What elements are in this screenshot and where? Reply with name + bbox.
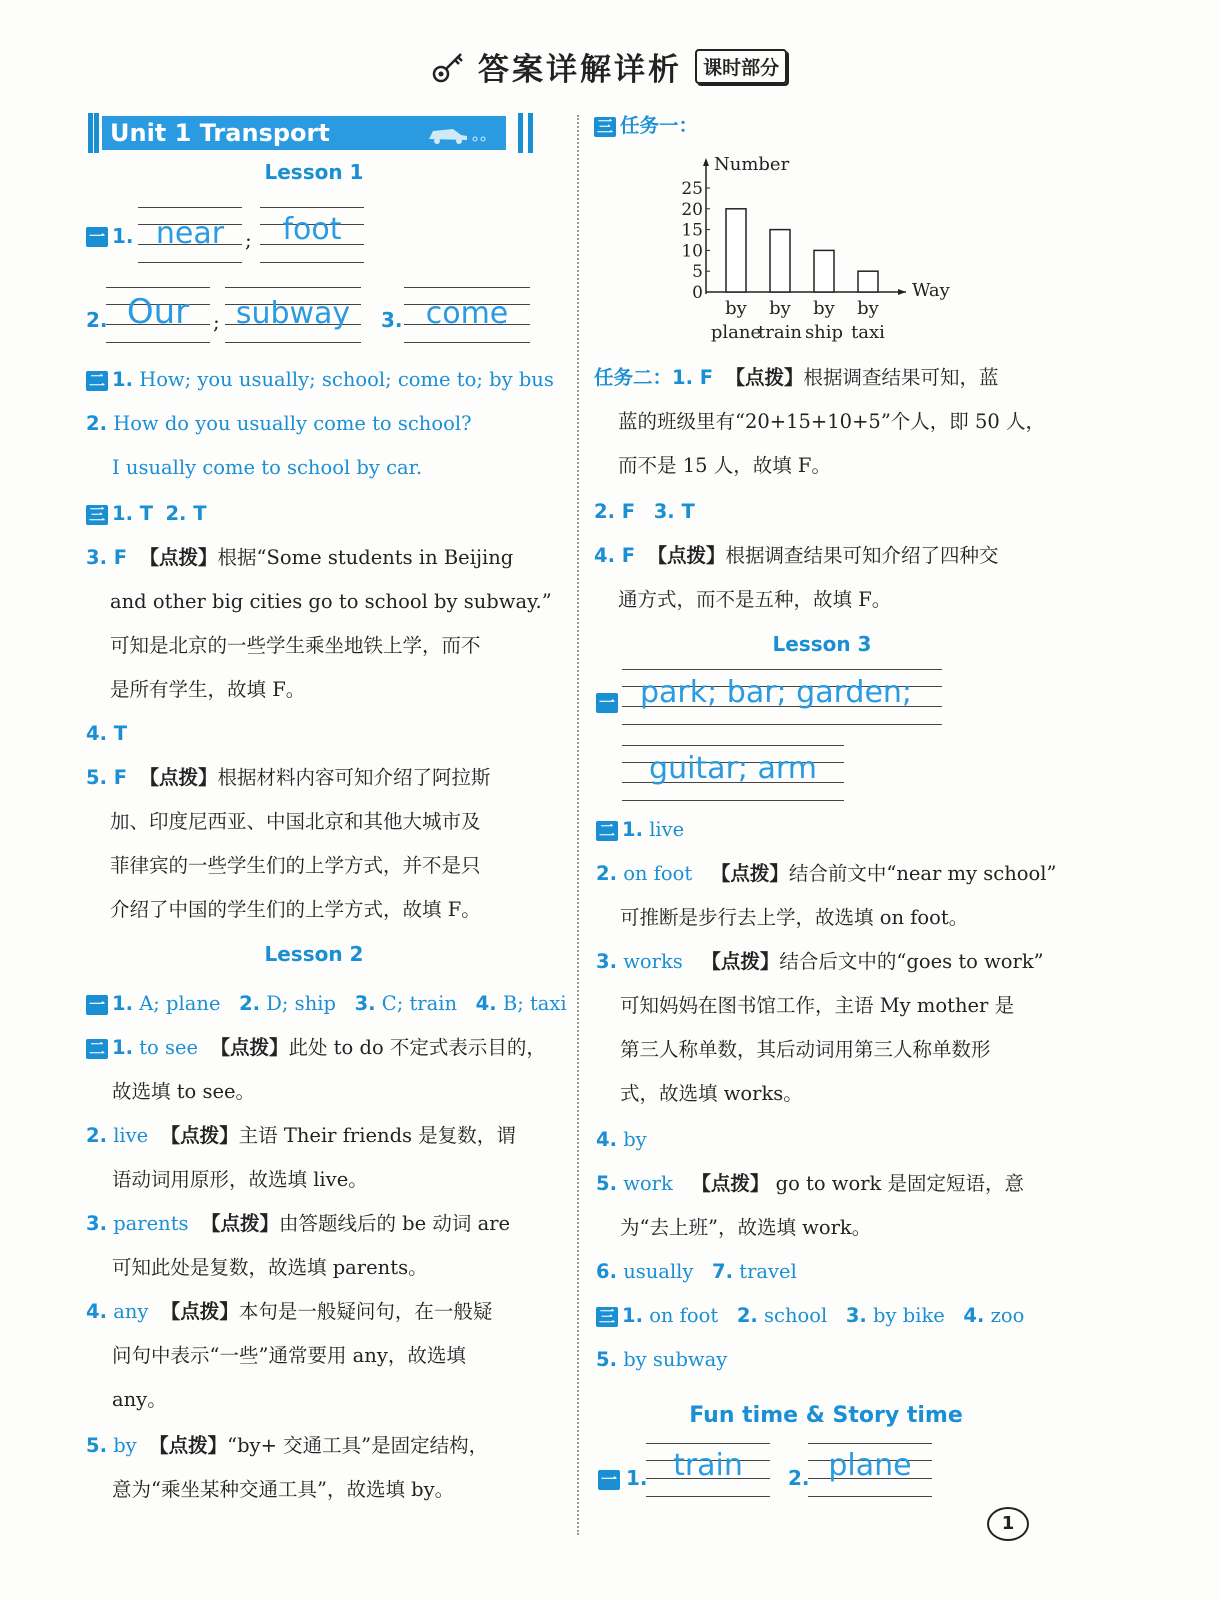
x-tick-label-bottom: ship: [804, 322, 844, 343]
l3-s2-item2-line2: 可推断是步行去上学，故选填 on foot。: [620, 906, 969, 929]
section-mark-1: 一: [86, 227, 108, 247]
separator: ;: [245, 228, 252, 252]
y-tick-label: 25: [681, 179, 703, 199]
l3-s2-item1: 二 1. live: [596, 816, 684, 844]
y-tick-label: 15: [681, 220, 703, 241]
x-tick-label-top: by: [857, 298, 879, 319]
car-icon: [423, 123, 493, 147]
l2-section2-item3: 3. parents 【点拨】由答题线后的 be 动词 are: [86, 1212, 511, 1235]
handwriting-foot: [260, 204, 364, 266]
x-tick-label-top: by: [769, 298, 791, 319]
y-axis-arrow: [703, 158, 709, 166]
bar-by-taxi: [858, 271, 878, 292]
s2-item-2: 2. How do you usually come to school?: [86, 412, 472, 435]
l3-s2-items-6-7: 6. usually 7. travel: [596, 1260, 797, 1283]
fun-item1-number: 1.: [626, 1466, 648, 1490]
hw2-number: 2.: [86, 308, 108, 332]
page-number: 1: [987, 1507, 1029, 1541]
task2-item1-line2: 蓝的班级里有“20+15+10+5”个人，即 50 人，: [618, 410, 1046, 433]
s2-item-2-answer: I usually come to school by car.: [112, 456, 423, 479]
x-axis-label: Way: [912, 280, 950, 301]
y-axis-label: Number: [714, 154, 790, 175]
section-mark-2: 二: [86, 371, 108, 391]
hw-word: train: [673, 1448, 743, 1483]
x-axis-arrow: [898, 289, 906, 295]
s3-item-3-line4: 是所有学生，故填 F。: [110, 678, 306, 701]
page-header: [0, 44, 1218, 89]
l3-s2-item3-line4: 式，故选填 works。: [620, 1082, 803, 1105]
s3-item-3-line2: and other big cities go to school by subway.”: [110, 590, 552, 613]
handwriting-our: [106, 284, 210, 346]
hw-word: foot: [282, 212, 342, 247]
handwriting-subway: [225, 284, 361, 346]
hw-word: park; bar; garden;: [640, 675, 913, 710]
l2-section2-item4: 4. any 【点拨】本句是一般疑问句，在一般疑: [86, 1300, 493, 1323]
bar-by-plane: [726, 209, 746, 292]
bar-by-train: [770, 230, 790, 292]
hw-word: Our: [126, 292, 190, 332]
handwriting-plane: [808, 1440, 932, 1500]
handwriting-come: [404, 284, 530, 346]
page-title: 答案详解详析: [477, 52, 682, 88]
s3-item-4: 4. T: [86, 722, 128, 745]
s3-item-5-line3: 菲律宾的一些学生们的上学方式，并不是只: [110, 854, 481, 877]
fun-item2-number: 2.: [788, 1466, 810, 1490]
hw-word: plane: [828, 1448, 912, 1483]
task2-item4: 4. F 【点拨】根据调查结果可知介绍了四种交: [594, 544, 999, 567]
hw-word: come: [425, 296, 509, 331]
l2-s2-item1-line2: 故选填 to see。: [112, 1080, 256, 1103]
l3-section-mark-1: 一: [596, 693, 618, 713]
separator: ;: [213, 310, 220, 334]
s3-item-5: 5. F 【点拨】根据材料内容可知介绍了阿拉斯: [86, 766, 491, 789]
x-tick-label-top: by: [725, 298, 747, 319]
l3-s3-items: 三 1. on foot 2. school 3. by bike 4. zoo: [596, 1302, 1024, 1330]
l3-s2-item3: 3. works 【点拨】结合后文中的“goes to work”: [596, 950, 1044, 973]
s3-item-3: 3. F 【点拨】根据“Some students in Beijing: [86, 546, 514, 569]
handwriting-near: [138, 204, 242, 266]
l2-section2-item1: 二 1. to see 【点拨】此处 to do 不定式表示目的，: [86, 1034, 546, 1062]
s3-item-5-line2: 加、印度尼西亚、中国北京和其他大城市及: [110, 810, 481, 833]
l2-section2-item2: 2. live 【点拨】主语 Their friends 是复数，谓: [86, 1124, 516, 1147]
hw-word: subway: [235, 296, 351, 331]
fun-time-heading: Fun time & Story time: [689, 1403, 963, 1428]
guitar-key-icon: [431, 50, 467, 84]
bar-chart-svg: [680, 150, 980, 350]
l2-s2-item3-line2: 可知此处是复数，故选填 parents。: [112, 1256, 428, 1279]
handwriting-train: [646, 1440, 770, 1500]
l3-s3-item5: 5. by subway: [596, 1348, 728, 1371]
task2-item1: 任务二：1. F 【点拨】根据调查结果可知，蓝: [594, 366, 999, 389]
section-mark-3: 三: [86, 505, 108, 525]
l3-s2-item3-line3: 第三人称单数，其后动词用第三人称单数形: [620, 1038, 991, 1061]
hw-word: near: [155, 216, 225, 251]
lesson1-heading: Lesson 1: [264, 160, 364, 184]
y-tick-label: 5: [692, 262, 703, 283]
hw3-number: 3.: [381, 308, 403, 332]
l2-s2-item4-line3: any。: [112, 1388, 167, 1411]
x-tick-label-top: by: [813, 298, 835, 319]
bar-chart: [680, 150, 980, 350]
x-tick-label-bottom: train: [758, 322, 802, 343]
lesson2-heading: Lesson 2: [264, 942, 364, 966]
s3-items-1-2: 三 1. T 2. T: [86, 500, 207, 528]
s3-item-3-line3: 可知是北京的一些学生乘坐地铁上学，而不: [110, 634, 481, 657]
l3-s2-item2: 2. on foot 【点拨】结合前文中“near my school”: [596, 862, 1057, 885]
l2-s2-item2-line2: 语动词用原形，故选填 live。: [112, 1168, 368, 1191]
task1-label: 三 任务一：: [594, 112, 698, 140]
l2-s2-item5-line2: 意为“乘坐某种交通工具”，故选填 by。: [112, 1478, 455, 1501]
x-tick-label-bottom: taxi: [851, 322, 885, 343]
handwriting-park-bar-garden: [622, 666, 942, 728]
l2-section1: 一 1. A; plane 2. D; ship 3. C; train 4. B; taxi: [86, 990, 567, 1018]
x-tick-label-bottom: plane: [710, 322, 762, 343]
task2-item4-line2: 通方式，而不是五种，故填 F。: [618, 588, 892, 611]
l3-s2-item5: 5. work 【点拨】 go to work 是固定短语，意: [596, 1172, 1025, 1195]
bar-by-ship: [814, 250, 834, 292]
hw-word: guitar; arm: [649, 751, 817, 786]
column-divider: [577, 115, 579, 1535]
y-tick-label: 10: [681, 241, 703, 262]
l3-s2-item5-line2: 为“去上班”，故选填 work。: [620, 1216, 872, 1239]
unit-title: Unit 1 Transport: [102, 116, 506, 150]
s2-item-1: 二 1. How; you usually; school; come to; by bus: [86, 366, 554, 394]
s3-item-5-line4: 介绍了中国的学生们的上学方式，故填 F。: [110, 898, 481, 921]
y-tick-label: 0: [692, 283, 703, 303]
fun-section-mark: 一: [598, 1470, 620, 1490]
unit-banner: [88, 113, 540, 155]
task2-items-2-3: 2. F 3. T: [594, 500, 695, 523]
task2-item1-line3: 而不是 15 人，故填 F。: [618, 454, 831, 477]
lesson3-heading: Lesson 3: [772, 632, 872, 656]
l2-section2-item5: 5. by 【点拨】“by+ 交通工具”是固定结构，: [86, 1434, 489, 1457]
handwriting-guitar-arm: [622, 742, 844, 804]
l3-s2-item4: 4. by: [596, 1128, 647, 1151]
y-tick-label: 20: [681, 199, 703, 220]
l3-s2-item3-line2: 可知妈妈在图书馆工作，主语 My mother 是: [620, 994, 1015, 1017]
section-badge: 课时部分: [695, 49, 787, 84]
l2-s2-item4-line2: 问句中表示“一些”通常要用 any，故选填: [112, 1344, 466, 1367]
hw1-number: 1.: [112, 224, 134, 248]
